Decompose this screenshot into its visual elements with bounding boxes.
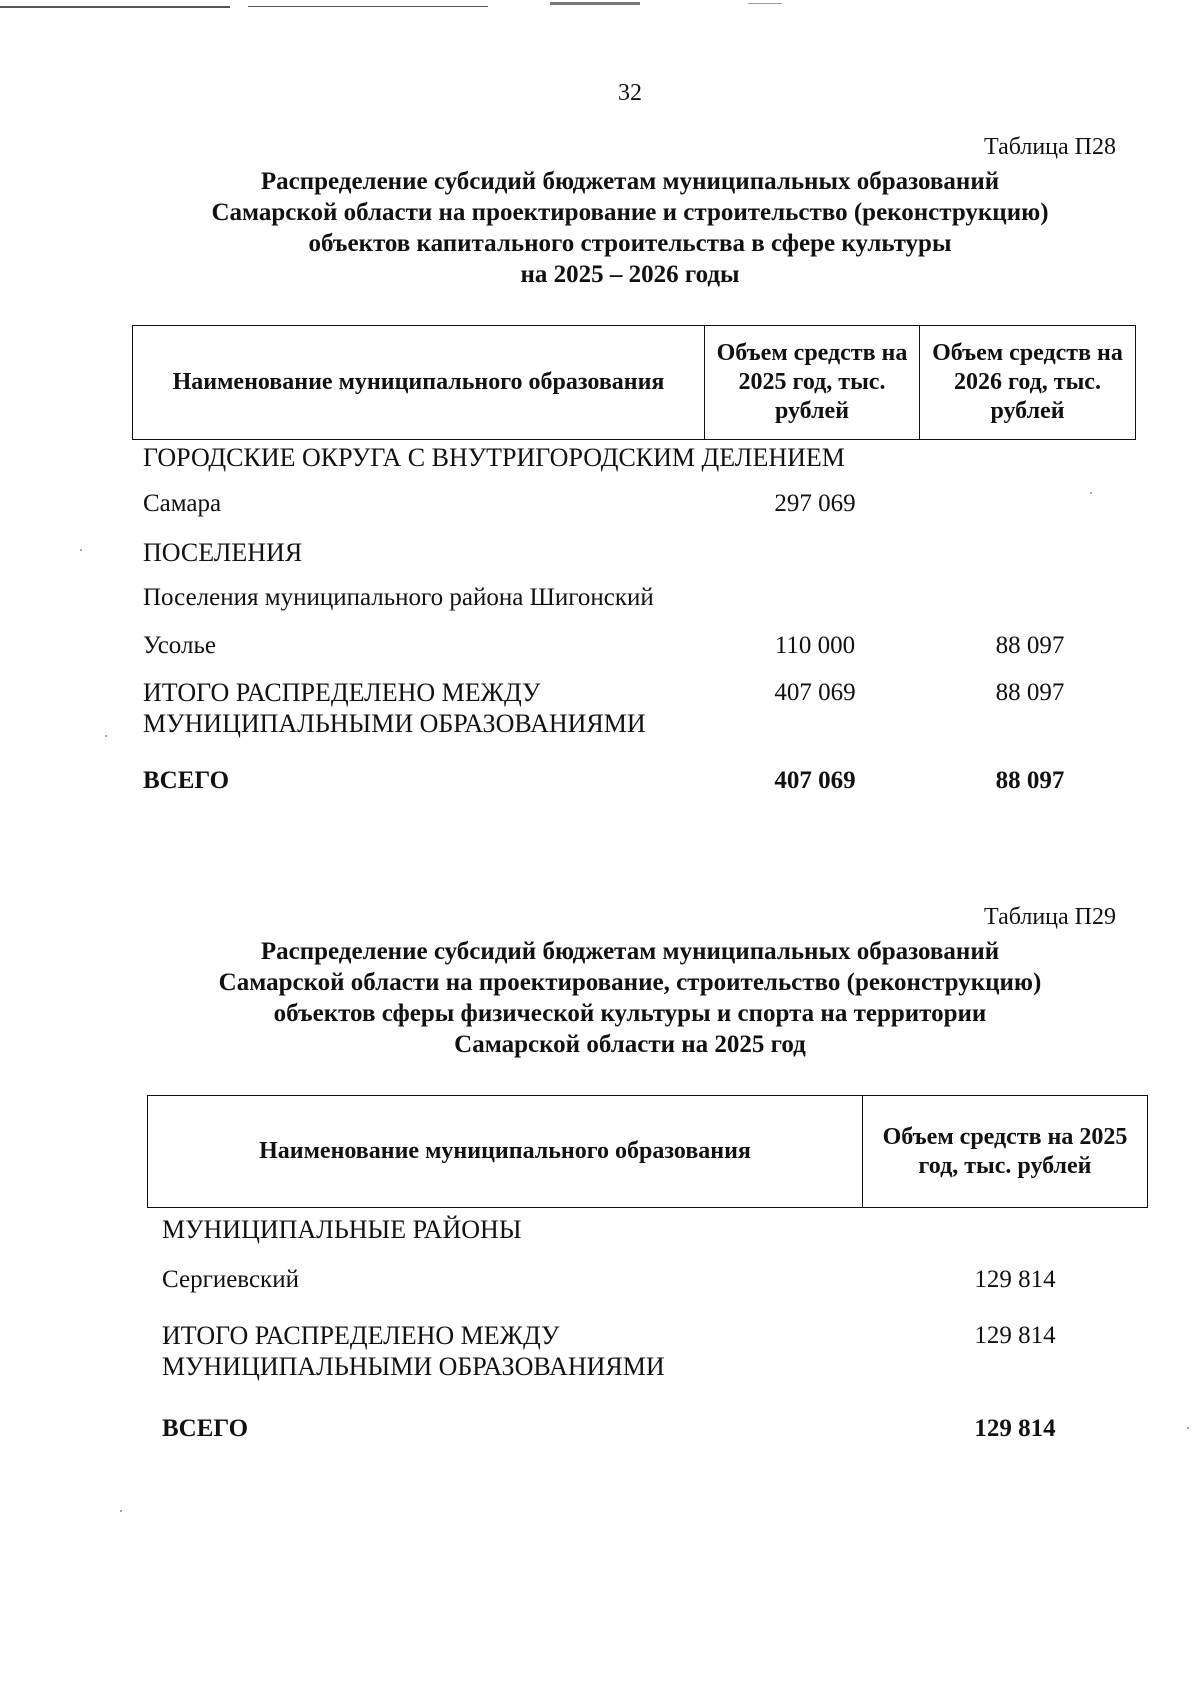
table-header-p29 [147, 1095, 1148, 1208]
scan-speck [80, 549, 82, 551]
title-line: Самарской области на 2025 год [454, 1031, 806, 1058]
column-header-2026: Объем средств на 2026 год, тыс. рублей [920, 326, 1136, 440]
scan-speck [105, 735, 107, 737]
scan-speck [1090, 492, 1092, 494]
table-row-name: Усолье [143, 632, 216, 659]
section-heading: ПОСЕЛЕНИЯ [143, 538, 303, 567]
subsection-heading: Поселения муниципального района Шигонский [143, 584, 654, 611]
total-value-2025: 129 814 [974, 1415, 1056, 1442]
subtotal-label: ИТОГО РАСПРЕДЕЛЕНО МЕЖДУ МУНИЦИПАЛЬНЫМИ ОБРАЗОВАНИЯМИ [143, 678, 646, 738]
table-header-p28 [132, 325, 1136, 440]
page-number: 32 [618, 80, 642, 106]
column-header-name: Наименование муниципального образования [148, 1096, 863, 1208]
scan-edge-line [550, 2, 640, 5]
column-header-2025: Объем средств на 2025 год, тыс. рублей [863, 1096, 1148, 1208]
title-line: Распределение субсидий бюджетам муниципальных образований [260, 938, 1000, 965]
scan-speck [120, 1510, 122, 1512]
table-label-p28: Таблица П28 [984, 134, 1116, 160]
total-label: ВСЕГО [162, 1415, 249, 1442]
column-header-2025: Объем средств на 2025 год, тыс. рублей [705, 326, 920, 440]
scan-edge-line [0, 6, 230, 8]
table-row-name: Самара [143, 490, 222, 517]
table-title-p29 [130, 936, 1130, 1060]
section-heading: ГОРОДСКИЕ ОКРУГА С ВНУТРИГОРОДСКИМ ДЕЛЕНИЕМ [143, 443, 845, 472]
scan-edge-line [748, 3, 782, 4]
subtotal-label: ИТОГО РАСПРЕДЕЛЕНО МЕЖДУ МУНИЦИПАЛЬНЫМИ ОБРАЗОВАНИЯМИ [162, 1321, 665, 1381]
total-value-2025: 407 069 [774, 767, 856, 794]
table-title-p28 [130, 166, 1130, 290]
subtotal-value-2026: 88 097 [995, 679, 1065, 706]
title-line: Самарской области на проектирование и строительство (реконструкцию) [211, 199, 1049, 226]
subtotal-value-2025: 407 069 [774, 679, 856, 706]
subtotal-value-2025: 129 814 [974, 1322, 1056, 1349]
title-line: объектов капитального строительства в сфере культуры [308, 230, 952, 257]
title-line: Распределение субсидий бюджетам муниципальных образований [260, 168, 1000, 195]
column-header-name: Наименование муниципального образования [133, 326, 705, 440]
table-cell-value-2025: 110 000 [774, 632, 856, 659]
table-label-p29: Таблица П29 [984, 904, 1116, 930]
table-cell-value-2025: 297 069 [774, 490, 856, 517]
total-label: ВСЕГО [143, 767, 230, 794]
title-line: на 2025 – 2026 годы [520, 261, 740, 288]
total-value-2026: 88 097 [995, 767, 1065, 794]
scan-speck [1187, 1427, 1189, 1429]
title-line: объектов сферы физической культуры и спорта на территории [273, 1000, 987, 1027]
scan-edge-line [248, 6, 488, 7]
table-cell-value-2026: 88 097 [995, 632, 1065, 659]
table-row-name: Сергиевский [162, 1266, 299, 1293]
section-heading: МУНИЦИПАЛЬНЫЕ РАЙОНЫ [162, 1215, 522, 1244]
title-line: Самарской области на проектирование, строительство (реконструкцию) [218, 969, 1042, 996]
table-cell-value-2025: 129 814 [974, 1266, 1056, 1293]
